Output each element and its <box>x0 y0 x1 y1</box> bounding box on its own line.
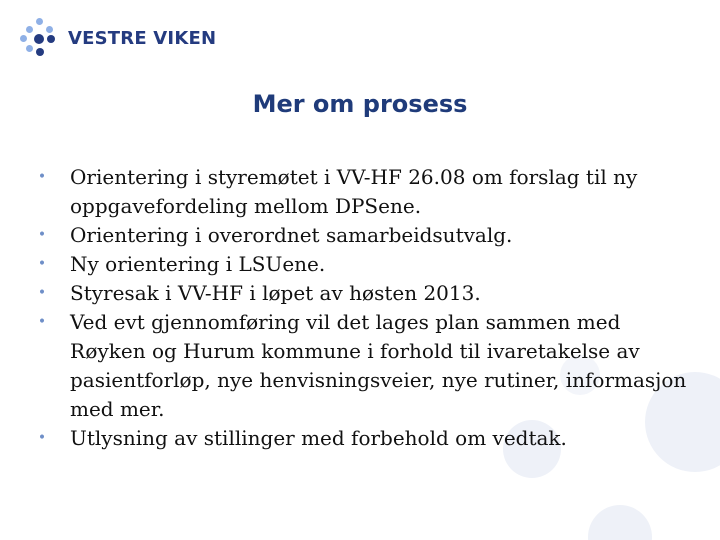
list-item <box>32 250 692 279</box>
bullet-icon: • <box>37 169 47 185</box>
bullet-list <box>32 163 692 453</box>
list-item <box>32 221 692 250</box>
list-item <box>32 308 692 424</box>
list-item <box>32 163 692 221</box>
bullet-icon: • <box>37 430 47 446</box>
bullet-icon: • <box>37 314 47 330</box>
list-item-text: Utlysning av stillinger med forbehold om vedtak. <box>70 426 567 450</box>
bullet-icon: • <box>37 285 47 301</box>
bullet-icon: • <box>37 227 47 243</box>
slide-title: Mer om prosess <box>252 90 468 118</box>
list-item <box>32 424 692 453</box>
list-item-text: Orientering i styremøtet i VV-HF 26.08 om forslag til ny oppgavefordeling mellom DPSene. <box>70 165 638 218</box>
background-circle <box>588 505 652 540</box>
vestre-viken-logo <box>20 18 216 58</box>
list-item-text: Orientering i overordnet samarbeidsutvalg. <box>70 223 513 247</box>
brand-name: VESTRE VIKEN <box>68 27 217 49</box>
list-item-text: Styresak i VV-HF i løpet av høsten 2013. <box>70 281 481 305</box>
dot-cluster-logo-icon <box>20 18 60 58</box>
list-item-text: Ny orientering i LSUene. <box>70 252 326 276</box>
list-item-text: Ved evt gjennomføring vil det lages plan sammen med Røyken og Hurum kommune i forhold til ivaretakelse av pasientforløp, nye henvisningsveier, nye rutiner, informasjon med mer. <box>70 310 687 421</box>
bullet-icon: • <box>37 256 47 272</box>
list-item <box>32 279 692 308</box>
